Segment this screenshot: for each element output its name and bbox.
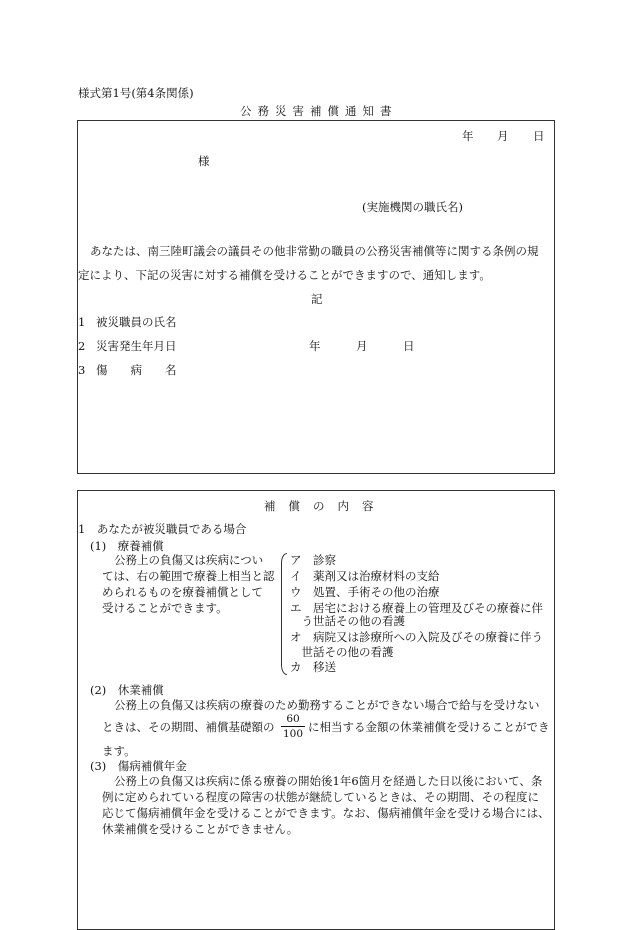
fraction-denominator: 100 <box>282 728 304 740</box>
item-2-number: 2 <box>78 339 86 353</box>
notice-date-day: 日 <box>533 129 545 143</box>
s1-list-e: エ 居宅における療養上の管理及びその療養に伴 <box>290 601 543 615</box>
form-number: 様式第1号(第4条関係) <box>78 86 194 100</box>
s2-line3: ます。 <box>102 744 136 758</box>
s1-list-a: ア 診察 <box>290 553 336 567</box>
s3-line4: 休業補償を受けることができません。 <box>102 822 299 836</box>
agency-name: (実施機関の職氏名) <box>362 200 463 214</box>
s1-list-ka: カ 移送 <box>290 660 336 674</box>
s2-line2-pre: ときは、その期間、補償基礎額の <box>102 720 275 734</box>
s1-list-u: ウ 処置、手術その他の治療 <box>290 585 440 599</box>
item-2-label: 災害発生年月日 <box>96 339 177 353</box>
item-2-year: 年 <box>309 339 321 353</box>
item-1-number: 1 <box>78 315 86 329</box>
notice-date-month: 月 <box>497 129 509 143</box>
document-title: 公務災害補償通知書 <box>240 104 398 118</box>
fraction-60-100 <box>281 713 305 740</box>
section-1-title: 1 あなたが被災職員である場合 <box>78 522 247 536</box>
list-brace <box>281 553 287 675</box>
fraction-numerator: 60 <box>286 713 300 725</box>
content-heading: 補償の内容 <box>264 499 387 513</box>
s1-list-o-cont: 世話その他の看護 <box>290 645 394 659</box>
s3-title: (3) 傷病補償年金 <box>90 759 187 773</box>
item-3-label: 傷 病 名 <box>96 363 177 377</box>
item-2-month: 月 <box>356 339 368 353</box>
addressee-suffix: 様 <box>198 154 210 168</box>
s2-title: (2) 休業補償 <box>90 683 164 697</box>
s1-text-line4: 受けることができます。 <box>102 601 228 615</box>
s1-title: (1) 療養補償 <box>90 539 164 553</box>
item-2-day: 日 <box>403 339 415 353</box>
ki-label: 記 <box>311 292 323 306</box>
notice-body-line2: 定により、下記の災害に対する補償を受けることができますので、通知します。 <box>78 268 491 282</box>
s1-text-line3: められるものを療養補償として <box>102 585 263 599</box>
s3-line2: 例に定められている程度の障害の状態が継続しているときは、その期間、その程度に <box>102 790 539 804</box>
s1-list-o: オ 病院又は診療所への入院及びその療養に伴う <box>290 630 543 644</box>
s3-line3: 応じて傷病補償年金を受けることができます。なお、傷病補償年金を受ける場合には、 <box>102 806 550 820</box>
item-3-number: 3 <box>78 363 86 377</box>
s3-line1: 公務上の負傷又は疾病に係る療養の開始後1年6箇月を経過した日以後において、条 <box>114 774 543 788</box>
s1-text-line1: 公務上の負傷又は疾病につい <box>114 553 264 567</box>
item-1-label: 被災職員の氏名 <box>96 315 177 329</box>
s1-list-e-cont: う世話その他の看護 <box>290 614 405 628</box>
s1-list-i: イ 薬剤又は治療材料の支給 <box>290 569 440 583</box>
s2-line2-post: に相当する金額の休業補償を受けることができ <box>308 720 550 734</box>
s2-line1: 公務上の負傷又は疾病の療養のため勤務することができない場合で給与を受けない <box>114 698 540 712</box>
s1-text-line2: ては、右の範囲で療養上相当と認 <box>102 569 275 583</box>
notice-date-year: 年 <box>462 129 474 143</box>
fraction-bar <box>281 726 305 727</box>
notice-body-line1: あなたは、南三陸町議会の議員その他非常勤の職員の公務災害補償等に関する条例の規 <box>90 244 539 258</box>
